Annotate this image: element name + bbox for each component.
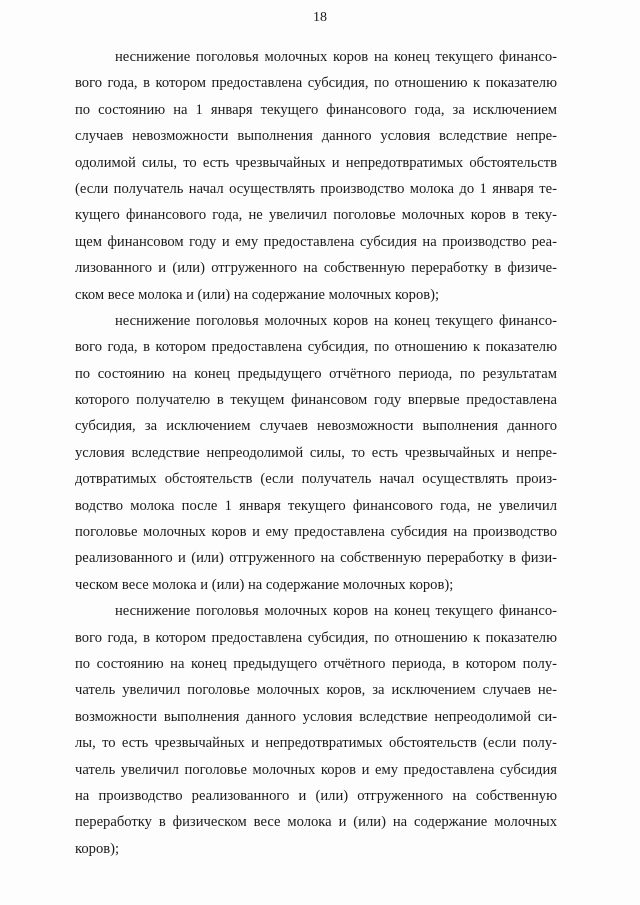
text-line: коров); bbox=[75, 840, 120, 857]
page-number: 18 bbox=[313, 10, 327, 25]
text-line: случаев невозможности выполнения данного условия вследствие непре- bbox=[75, 128, 557, 145]
text-line: неснижение поголовья молочных коров на конец текущего финансо- bbox=[115, 312, 557, 329]
document-body bbox=[75, 44, 557, 862]
text-line: реализованного и (или) отгруженного на собственную переработку в физи- bbox=[75, 550, 557, 567]
paragraph-3 bbox=[75, 598, 557, 862]
text-line: лизованного и (или) отгруженного на собственную переработку в физиче- bbox=[75, 260, 557, 277]
text-line: щем финансовом году и ему предоставлена субсидия на производство реа- bbox=[75, 233, 557, 250]
text-line: возможности выполнения данного условия вследствие непреодолимой си- bbox=[75, 708, 557, 725]
text-line: неснижение поголовья молочных коров на конец текущего финансо- bbox=[115, 49, 557, 65]
text-line: по состоянию на конец предыдущего отчётного периода, по результатам bbox=[75, 365, 557, 382]
text-line: (если получатель начал осуществлять производство молока до 1 января те- bbox=[75, 180, 557, 197]
text-line: вого года, в котором предоставлена субсидия, по отношению к показателю bbox=[75, 629, 557, 646]
text-line: поголовье молочных коров и ему предоставлена субсидия на производство bbox=[75, 524, 557, 541]
text-line: дотвратимых обстоятельств (если получатель начал осуществлять произ- bbox=[75, 471, 557, 488]
text-line: вого года, в котором предоставлена субсидия, по отношению к показателю bbox=[75, 339, 557, 356]
paragraph-2 bbox=[75, 308, 557, 598]
text-line: одолимой силы, то есть чрезвычайных и непредотвратимых обстоятельств bbox=[75, 154, 557, 171]
text-line: переработку в физическом весе молока и (или) на содержание молочных bbox=[75, 814, 557, 831]
text-line: которого получателю в текущем финансовом году впервые предоставлена bbox=[75, 392, 557, 409]
text-line: ческом весе молока и (или) на содержание молочных коров); bbox=[75, 576, 454, 593]
text-line: субсидия, за исключением случаев невозможности выполнения данного bbox=[75, 418, 557, 435]
text-line: по состоянию на 1 января текущего финансового года, за исключением bbox=[75, 101, 557, 118]
text-line: неснижение поголовья молочных коров на конец текущего финансо- bbox=[115, 603, 557, 620]
paragraph-1 bbox=[75, 44, 557, 308]
text-line: на производство реализованного и (или) отгруженного на собственную bbox=[75, 787, 557, 804]
text-line: вого года, в котором предоставлена субсидия, по отношению к показателю bbox=[75, 75, 557, 92]
text-line: кущего финансового года, не увеличил поголовье молочных коров в теку- bbox=[75, 207, 557, 224]
text-line: ском весе молока и (или) на содержание молочных коров); bbox=[75, 286, 440, 303]
text-line: по состоянию на конец предыдущего отчётного периода, в котором полу- bbox=[75, 655, 557, 672]
text-line: чатель увеличил поголовье молочных коров и ему предоставлена субсидия bbox=[75, 761, 557, 778]
text-line: условия вследствие непреодолимой силы, то есть чрезвычайных и непре- bbox=[75, 444, 557, 461]
text-line: лы, то есть чрезвычайных и непредотвратимых обстоятельств (если полу- bbox=[75, 735, 557, 752]
text-line: водство молока после 1 января текущего финансового года, не увеличил bbox=[75, 497, 557, 514]
text-line: чатель увеличил поголовье молочных коров, за исключением случаев не- bbox=[75, 682, 557, 699]
